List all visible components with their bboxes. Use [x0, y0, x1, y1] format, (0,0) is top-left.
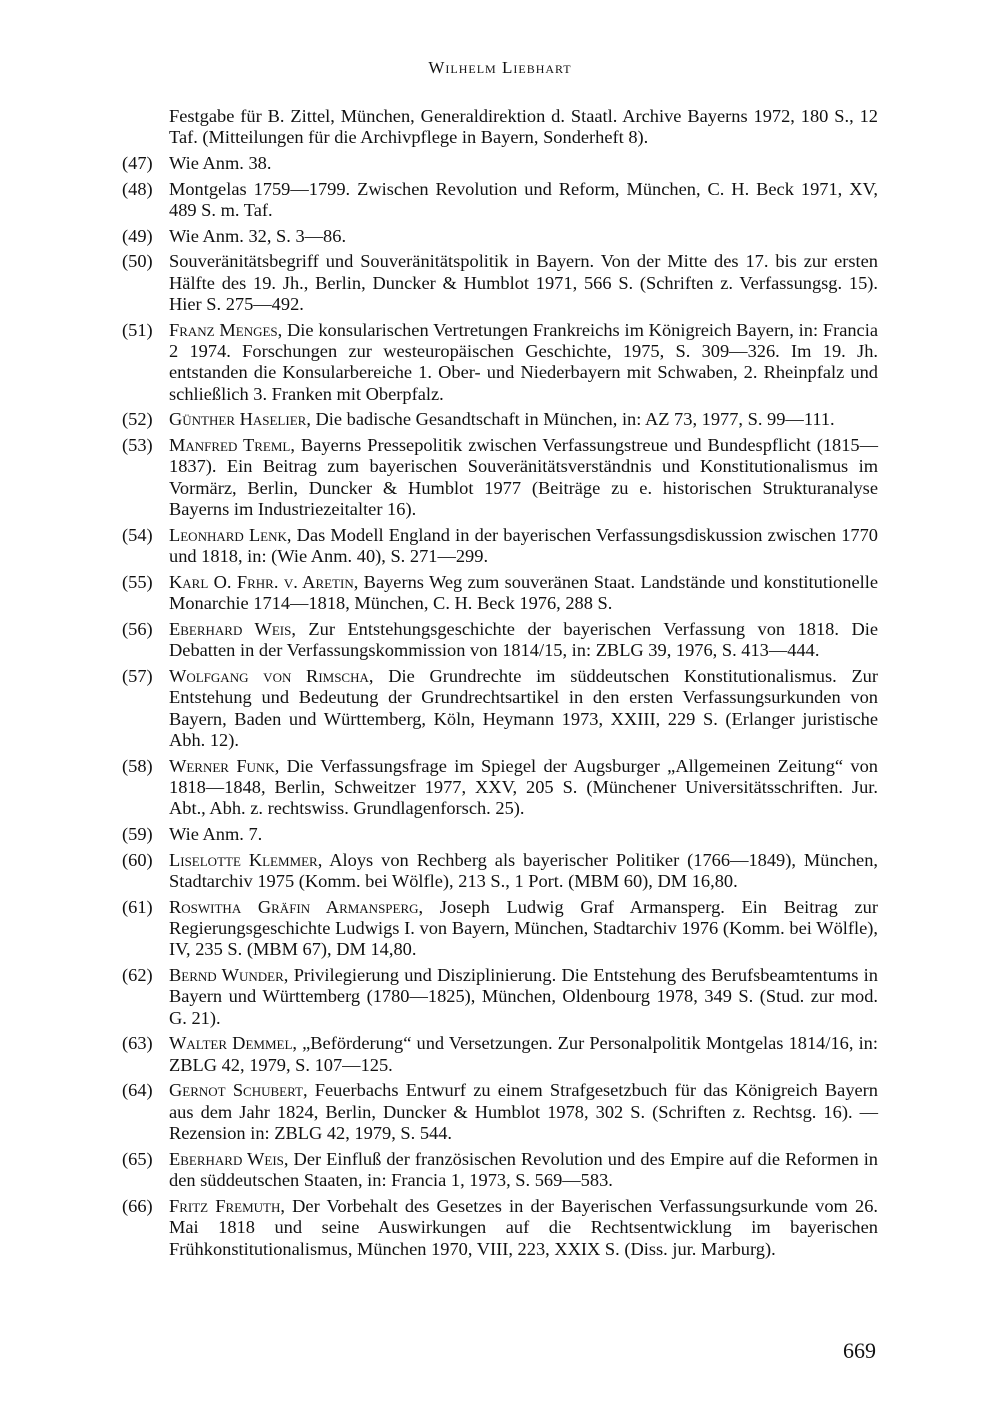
endnote-item: [122, 850, 878, 893]
endnote-author: Fritz Fremuth: [169, 1195, 281, 1216]
endnote-text: , Feuerbachs Entwurf zu einem Strafgesetzbuch für das Königreich Bayern aus dem Jahr 1824, Berlin, Duncker & Humblot 1978, 302 S. (Schriften z. Rechtsg. 16). — Rezension in: ZBLG 42, 1979, S. 544.: [169, 1080, 879, 1144]
endnote-item: [122, 435, 878, 521]
endnote-number: (60): [122, 849, 153, 870]
endnote-item: [122, 1149, 878, 1192]
endnote-author: Wolfgang von Rimscha: [169, 665, 369, 686]
endnote-text: , Der Vorbehalt des Gesetzes in der Bayerischen Verfassungsurkunde vom 26. Mai 1818 und seine Auswirkungen auf die Rechtsentwicklung im bayerischen Frühkonstitutionalismus, München 1970, VIII, 223, XXIX S. (Diss. jur. Marburg).: [169, 1195, 878, 1259]
endnote-item: [122, 965, 878, 1029]
endnote-number: (48): [122, 178, 153, 199]
endnote-text: , Privilegierung und Disziplinierung. Die Entstehung des Berufsbeamtentums in Bayern und Württemberg (1780—1825), München, Oldenbourg 1978, 349 S. (Stud. zur mod. G. 21).: [169, 965, 878, 1028]
endnote-author: Walter Demmel: [169, 1033, 293, 1054]
endnote-author: Günther Haselier: [169, 409, 307, 430]
endnote-item: [122, 320, 878, 406]
endnote-number: (61): [122, 896, 153, 917]
endnote-author: Roswitha Gräfin Armansperg: [169, 896, 419, 917]
endnote-number: (65): [122, 1148, 153, 1169]
endnote-author: Liselotte Klemmer: [169, 849, 318, 870]
endnote-text: , Bayerns Pressepolitik zwischen Verfassungstreue und Bundespflicht (1815—1837). Ein Beitrag zum bayerischen Souveränitätsverständnis und Konstitutionalismus im Vormärz, Berlin, Duncker & Humblot 1977 (Beiträge zu e. historischen Strukturanalyse Bayerns im Industriezeitalter 16).: [169, 435, 878, 520]
endnote-text: Wie Anm. 38.: [169, 153, 272, 173]
endnote-number: (58): [122, 755, 153, 776]
endnote-number: (59): [122, 824, 153, 845]
endnote-text: , Die Grundrechte im süddeutschen Konstitutionalismus. Zur Entstehung und Bedeutung der Grundrechtsartikel in den ersten Verfassungsurkunden von Bayern, Baden und Württemberg, Köln, Heymann 1973, XXIII, 229 S. (Erlanger juristische Abh. 12).: [169, 665, 878, 751]
endnote-text: , Das Modell England in der bayerischen Verfassungsdiskussion zwischen 1770 und 1818, in: (Wie Anm. 40), S. 271—299.: [169, 524, 878, 567]
endnote-number: (52): [122, 409, 153, 430]
endnote-number: (55): [122, 571, 153, 592]
page-number: 669: [843, 1338, 876, 1363]
endnote-number: (49): [122, 225, 153, 246]
endnote-item: [122, 572, 878, 615]
endnote-item: [122, 525, 878, 568]
endnote-text: , „Beförderung“ und Versetzungen. Zur Personalpolitik Montgelas 1814/16, in: ZBLG 42, 1979, S. 107—125.: [169, 1033, 878, 1075]
endnote-item: [122, 1080, 878, 1144]
endnote-author: Werner Funk: [169, 755, 275, 776]
endnote-item: [122, 106, 878, 149]
endnote-text: , Joseph Ludwig Graf Armansperg. Ein Beitrag zur Regierungsgeschichte Ludwigs I. von Bayern, München, Stadtarchiv 1976 (Komm. bei Wölfle), IV, 235 S. (MBM 67), DM 14,80.: [169, 896, 878, 960]
running-head: Wilhelm Liebhart: [428, 58, 572, 77]
endnote-author: Eberhard Weis: [169, 1148, 284, 1169]
endnote-author: Manfred Treml: [169, 435, 291, 455]
endnote-author: Bernd Wunder: [169, 965, 284, 986]
endnote-number: (57): [122, 665, 153, 686]
endnotes-list: [122, 106, 878, 1264]
endnote-author: Franz Menges: [169, 319, 278, 340]
endnote-item: [122, 409, 878, 430]
endnote-number: (50): [122, 251, 153, 272]
endnote-number: (54): [122, 524, 153, 545]
endnote-item: [122, 1033, 878, 1076]
endnote-item: [122, 619, 878, 662]
endnote-item: [122, 179, 878, 222]
endnote-item: [122, 153, 878, 174]
endnote-text: , Die badische Gesandtschaft in München, in: AZ 73, 1977, S. 99—111.: [306, 409, 835, 430]
endnote-author: Gernot Schubert: [169, 1080, 303, 1101]
endnote-text: Festgabe für B. Zittel, München, Generaldirektion d. Staatl. Archive Bayerns 1972, 180 S., 12 Taf. (Mitteilungen für die Archivpflege in Bayern, Sonderheft 8).: [169, 106, 878, 148]
endnote-text: , Der Einfluß der französischen Revolution und des Empire auf die Reformen in den süddeutschen Staaten, in: Francia 1, 1973, S. 569—583.: [169, 1148, 878, 1191]
endnote-text: , Die Verfassungsfrage im Spiegel der Augsburger „Allgemeinen Zeitung“ von 1818—1848, Berlin, Schweitzer 1977, XXV, 205 S. (Münchener Universitätsschriften. Jur. Abt., Abh. z. rechtswiss. Grundlagenforsch. 25).: [169, 755, 878, 819]
endnote-text: , Bayerns Weg zum souveränen Staat. Landstände und konstitutionelle Monarchie 1714—1818, München, C. H. Beck 1976, 288 S.: [169, 571, 878, 614]
endnote-text: Wie Anm. 32, S. 3—86.: [169, 225, 347, 246]
endnote-text: , Zur Entstehungsgeschichte der bayerischen Verfassung von 1818. Die Debatten in der Verfassungskommission von 1814/15, in: ZBLG 39, 1976, S. 413—444.: [169, 618, 879, 661]
endnote-item: [122, 824, 878, 845]
endnote-author: Karl O. Frhr. v. Aretin: [169, 571, 354, 592]
endnote-number: (63): [122, 1033, 153, 1054]
endnote-item: [122, 756, 878, 820]
endnote-text: , Aloys von Rechberg als bayerischer Politiker (1766—1849), München, Stadtarchiv 1975 (Komm. bei Wölfle), 213 S., 1 Port. (MBM 60), DM 16,80.: [169, 849, 878, 892]
endnote-number: (51): [122, 319, 153, 340]
endnote-number: (66): [122, 1195, 153, 1216]
endnote-number: (56): [122, 618, 153, 639]
endnote-number: (47): [122, 153, 153, 173]
endnote-number: (62): [122, 965, 153, 986]
endnote-author: Eberhard Weis: [169, 618, 292, 639]
endnote-item: [122, 226, 878, 247]
endnote-item: [122, 251, 878, 315]
endnote-text: , Die konsularischen Vertretungen Frankreichs im Königreich Bayern, in: Francia 2 1974. Forschungen zur westeuropäischen Geschichte, 1975, S. 309—326. Im 19. Jh. entstanden die Konsularbereiche 1. Ober- und Niederbayern mit Schwaben, 2. Rheinpfalz und schließlich 3. Franken mit Oberpfalz.: [169, 319, 878, 404]
endnote-author: Leonhard Lenk: [169, 524, 287, 545]
endnote-item: [122, 1196, 878, 1260]
endnote-text: Wie Anm. 7.: [169, 824, 263, 845]
endnote-text: Souveränitätsbegriff und Souveränitätspolitik in Bayern. Von der Mitte des 17. bis zur ersten Hälfte des 19. Jh., Berlin, Duncker & Humblot 1971, 566 S. (Schriften z. Verfassungsg. 15). Hier S. 275—492.: [169, 251, 878, 314]
endnote-number: (64): [122, 1080, 153, 1101]
endnote-text: Montgelas 1759—1799. Zwischen Revolution und Reform, München, C. H. Beck 1971, XV, 489 S. m. Taf.: [169, 178, 878, 220]
endnote-number: (53): [122, 435, 153, 455]
endnote-item: [122, 666, 878, 752]
endnote-item: [122, 897, 878, 961]
